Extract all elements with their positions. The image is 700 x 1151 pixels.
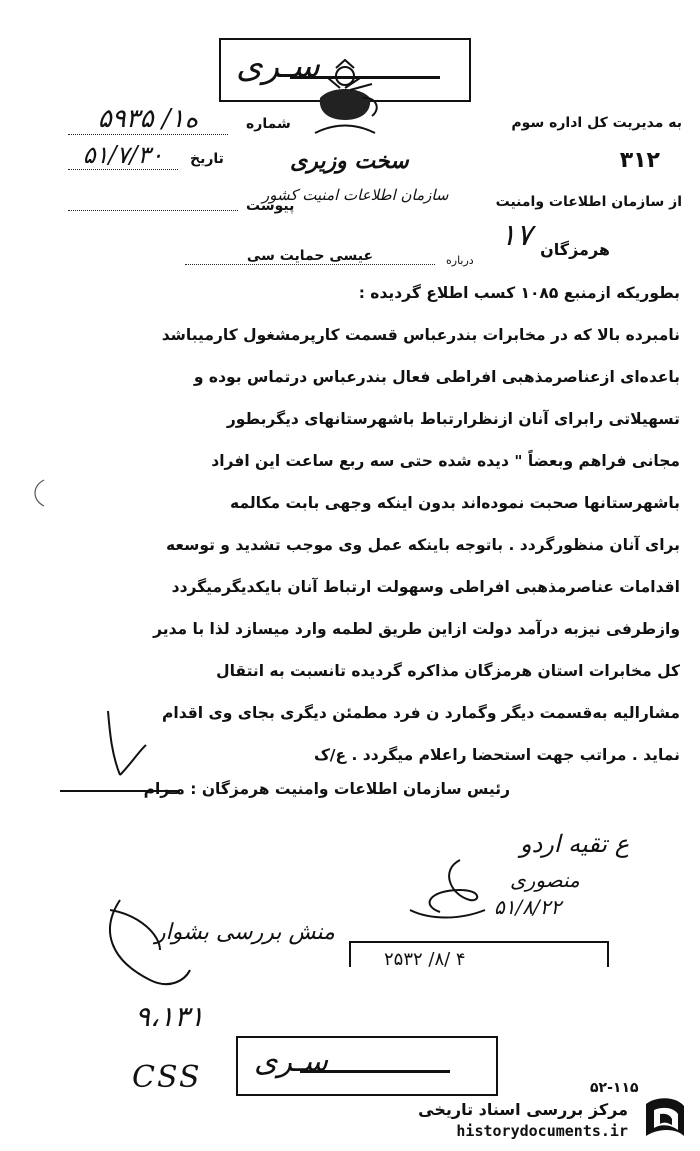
body-line: برای آنان منظورگردد . باتوجه باینکه عمل وی موجب تشدید و توسعه — [165, 536, 680, 554]
document-code: ۵۲-۱۱۵ — [590, 1080, 639, 1096]
body-line: نماید . مراتب جهت استحضا راعلام میگردد . ع/ک — [313, 746, 680, 764]
number-handwritten: ۹،۱۳۱ — [135, 1000, 205, 1033]
margin-pencil-mark — [28, 478, 48, 508]
history-center-logo-icon — [636, 1092, 690, 1146]
body-line: مجانی فراهم وبعضاً " دیده شده حتی سه ربع ساعت این افراد — [211, 452, 680, 470]
signature-underline — [60, 790, 180, 792]
date-value: ۵۱/۷/۳۰ — [68, 141, 178, 170]
header-letter-no: ۳۱۲ — [619, 148, 660, 173]
body-line: کل مخابرات استان هرمزگان مذاکره گردیده تانسبت به انتقال — [216, 662, 680, 680]
footer-url: historydocuments.ir — [456, 1122, 628, 1140]
header-office: به مدیریت کل اداره سوم — [511, 115, 682, 131]
body-line: مشارالیه به‌قسمت دیگر وگمارد ن فرد مطمئن دیگری بجای وی اقدام — [162, 704, 680, 722]
stamp-bottom-underline — [300, 1070, 450, 1073]
number-value: ۵۹۳۵ /۱ه — [68, 104, 228, 135]
lion-sun-emblem-icon — [300, 58, 390, 143]
signature-line: رئیس سازمان اطلاعات وامنیت هرمزگان : مـرام — [143, 780, 510, 798]
secret-stamp-top-text: سـرى — [236, 46, 320, 86]
body-line: تسهیلاتی رابرای آنان ازنظرارتباط باشهرستانهای دیگربطور — [226, 410, 680, 428]
attachment-line — [68, 210, 238, 211]
left-handwriting: منش بررسی بشوار — [155, 920, 335, 945]
body-line: وازطرفی نیزبه درآمد دولت ازاین طریق لطمه وارد میسازد لذا با مدیر — [153, 620, 680, 638]
stamp-org: سازمان اطلاعات امنیت کشور — [262, 186, 449, 204]
note-sign: منصوری — [510, 868, 580, 892]
body-line: باشهرستانها صحبت نموده‌اند بدون اینکه وجهی بابت مکالمه — [230, 494, 680, 512]
label-date: تاریخ — [190, 151, 224, 167]
secret-stamp-bottom-text: سـرى — [254, 1044, 328, 1079]
handwritten-signature-mark — [400, 850, 490, 930]
label-number: شماره — [246, 116, 291, 132]
header-to-number: ۱۷ — [500, 218, 533, 253]
registration-number: ۲۵۳۲ /۸/ ۴ — [384, 949, 466, 970]
css-handwritten: CSS — [132, 1060, 202, 1095]
margin-check-mark — [100, 705, 150, 785]
subject-value: عیسی حمایت سی — [185, 248, 435, 265]
header-from: از سازمان اطلاعات وامنیت — [495, 194, 682, 210]
note-right: ع تقیه اردو — [520, 830, 630, 858]
left-scribble-mark — [90, 890, 200, 1000]
subject-label: درباره — [446, 254, 474, 267]
header-to: هرمزگان — [540, 240, 610, 259]
note-date: ۵۱/۸/۲۲ — [494, 895, 562, 919]
label-attachment: پیوست — [246, 198, 295, 214]
body-line: باعده‌ای ازعناصرمذهبی افراطی فعال بندرعباس درتماس بوده و — [193, 368, 680, 386]
body-line: اقدامات عناصرمذهبی افراطی وسهولت ارتباط آنان بایکدیگرمیگردد — [171, 578, 680, 596]
body-line: نامبرده بالا که در مخابرات بندرعباس قسمت کارپرمشغول کارمیباشد — [161, 326, 680, 344]
stamp-secret-handwritten: سخت‌ وزیری — [290, 148, 409, 174]
footer-center-name: مرکز بررسی اسناد تاریخی — [418, 1100, 628, 1119]
body-line: بطوریکه ازمنبع ۱۰۸۵ کسب اطلاع گردیده : — [358, 284, 680, 302]
